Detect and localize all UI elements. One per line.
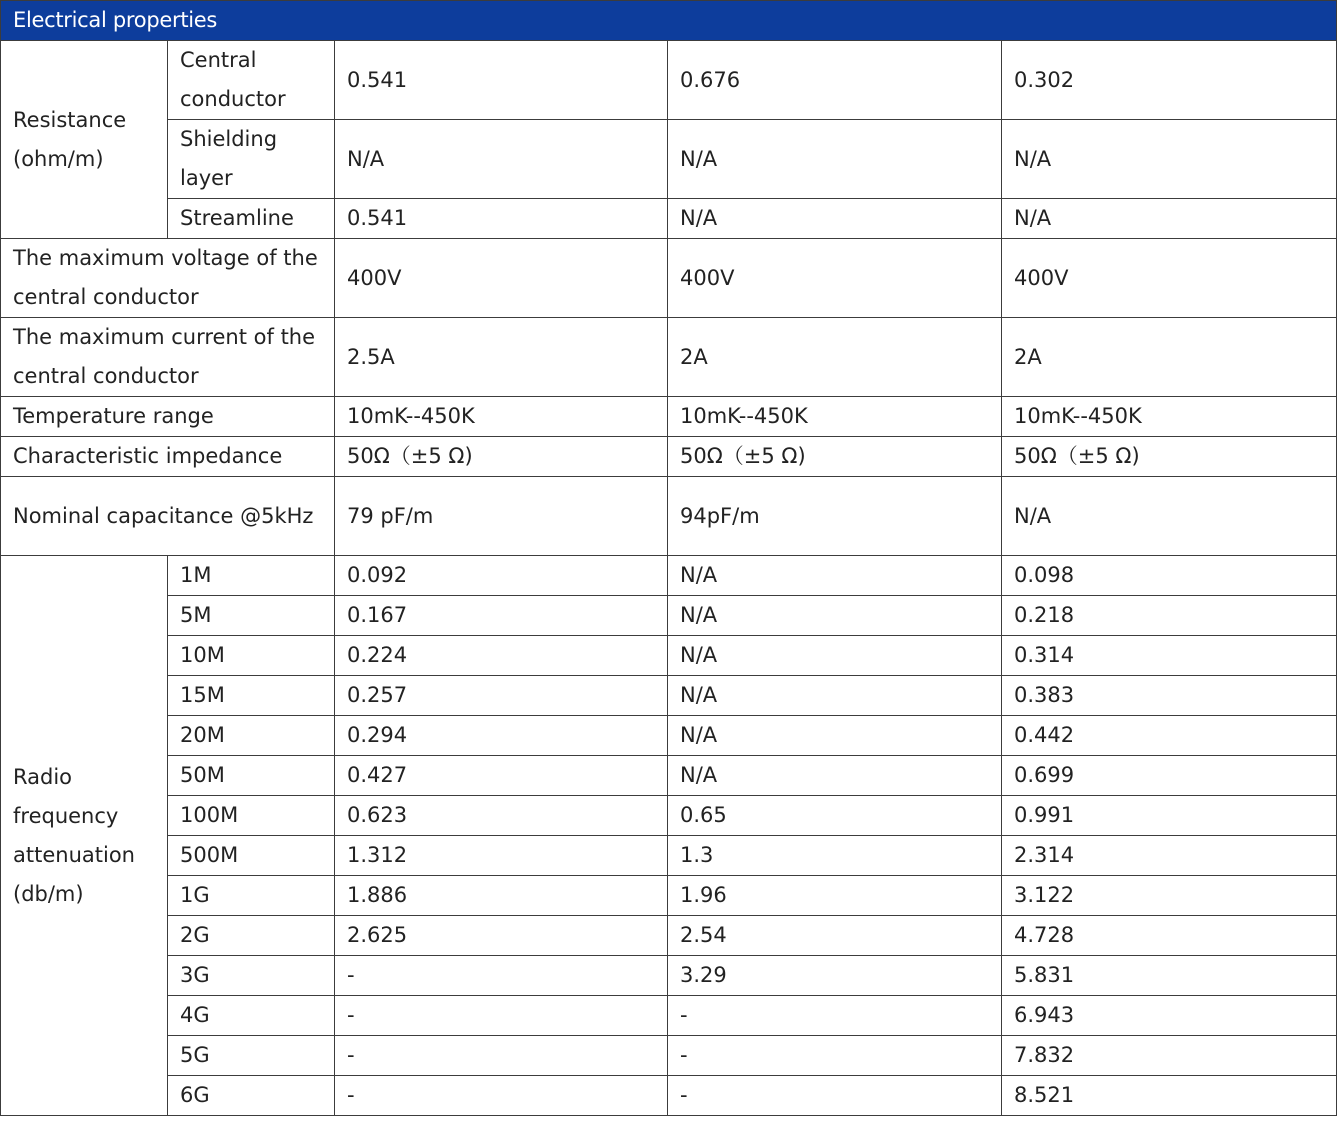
- frequency-label: 20M: [168, 716, 335, 756]
- value-cell: N/A: [668, 596, 1002, 636]
- value-cell: -: [335, 1076, 668, 1116]
- table-row: [1, 120, 1337, 199]
- value-cell: 0.092: [335, 556, 668, 596]
- table-row: [1, 199, 1337, 239]
- value-cell: -: [335, 956, 668, 996]
- table-row: [1, 836, 1337, 876]
- value-cell: 0.098: [1002, 556, 1337, 596]
- value-cell: 79 pF/m: [335, 477, 668, 556]
- table-row: [1, 636, 1337, 676]
- value-cell: 2A: [1002, 318, 1337, 397]
- value-cell: N/A: [668, 756, 1002, 796]
- capacitance-label: Nominal capacitance @5kHz: [1, 477, 335, 556]
- table-row: [1, 437, 1337, 477]
- value-cell: 1.96: [668, 876, 1002, 916]
- value-cell: 1.886: [335, 876, 668, 916]
- frequency-label: 500M: [168, 836, 335, 876]
- table-row: [1, 556, 1337, 596]
- value-cell: N/A: [668, 676, 1002, 716]
- value-cell: N/A: [668, 120, 1002, 199]
- resistance-sub-label: Central conductor: [168, 41, 335, 120]
- value-cell: 0.991: [1002, 796, 1337, 836]
- table-row: [1, 756, 1337, 796]
- table-row: [1, 716, 1337, 756]
- value-cell: N/A: [668, 556, 1002, 596]
- value-cell: 0.427: [335, 756, 668, 796]
- table-row: [1, 397, 1337, 437]
- frequency-label: 3G: [168, 956, 335, 996]
- value-cell: 0.314: [1002, 636, 1337, 676]
- frequency-label: 4G: [168, 996, 335, 1036]
- value-cell: 1.312: [335, 836, 668, 876]
- value-cell: 8.521: [1002, 1076, 1337, 1116]
- value-cell: 0.541: [335, 41, 668, 120]
- table-row: [1, 1076, 1337, 1116]
- value-cell: 5.831: [1002, 956, 1337, 996]
- table-row: [1, 676, 1337, 716]
- value-cell: N/A: [668, 716, 1002, 756]
- value-cell: 2.54: [668, 916, 1002, 956]
- table-row: [1, 596, 1337, 636]
- value-cell: 2.5A: [335, 318, 668, 397]
- value-cell: 0.218: [1002, 596, 1337, 636]
- value-cell: 0.676: [668, 41, 1002, 120]
- table-row: [1, 876, 1337, 916]
- resistance-label: Resistance (ohm/m): [1, 41, 168, 239]
- value-cell: 3.29: [668, 956, 1002, 996]
- value-cell: N/A: [1002, 199, 1337, 239]
- frequency-label: 1M: [168, 556, 335, 596]
- value-cell: 10mK--450K: [335, 397, 668, 437]
- table-row: [1, 916, 1337, 956]
- value-cell: 4.728: [1002, 916, 1337, 956]
- value-cell: 2A: [668, 318, 1002, 397]
- table-row: [1, 1036, 1337, 1076]
- value-cell: 0.302: [1002, 41, 1337, 120]
- table-row: [1, 796, 1337, 836]
- value-cell: N/A: [335, 120, 668, 199]
- value-cell: N/A: [1002, 477, 1337, 556]
- value-cell: 50Ω（±5 Ω): [335, 437, 668, 477]
- table-header-row: [1, 1, 1337, 41]
- value-cell: -: [335, 996, 668, 1036]
- value-cell: 0.294: [335, 716, 668, 756]
- value-cell: 0.442: [1002, 716, 1337, 756]
- impedance-label: Characteristic impedance: [1, 437, 335, 477]
- frequency-label: 5M: [168, 596, 335, 636]
- frequency-label: 2G: [168, 916, 335, 956]
- value-cell: 6.943: [1002, 996, 1337, 1036]
- value-cell: 400V: [335, 239, 668, 318]
- value-cell: 0.257: [335, 676, 668, 716]
- table-row: [1, 41, 1337, 120]
- frequency-label: 5G: [168, 1036, 335, 1076]
- value-cell: N/A: [668, 199, 1002, 239]
- value-cell: -: [335, 1036, 668, 1076]
- temperature-label: Temperature range: [1, 397, 335, 437]
- value-cell: 0.699: [1002, 756, 1337, 796]
- max-voltage-label: The maximum voltage of the central conductor: [1, 239, 335, 318]
- resistance-sub-label: Streamline: [168, 199, 335, 239]
- value-cell: 400V: [1002, 239, 1337, 318]
- value-cell: N/A: [1002, 120, 1337, 199]
- value-cell: 3.122: [1002, 876, 1337, 916]
- value-cell: 0.623: [335, 796, 668, 836]
- frequency-label: 6G: [168, 1076, 335, 1116]
- value-cell: 10mK--450K: [1002, 397, 1337, 437]
- value-cell: 0.383: [1002, 676, 1337, 716]
- value-cell: 2.625: [335, 916, 668, 956]
- frequency-label: 15M: [168, 676, 335, 716]
- value-cell: -: [668, 996, 1002, 1036]
- value-cell: 7.832: [1002, 1036, 1337, 1076]
- table-row: [1, 318, 1337, 397]
- value-cell: 400V: [668, 239, 1002, 318]
- frequency-label: 10M: [168, 636, 335, 676]
- table-row: [1, 477, 1337, 556]
- table-row: [1, 239, 1337, 318]
- value-cell: 0.224: [335, 636, 668, 676]
- value-cell: 50Ω（±5 Ω): [668, 437, 1002, 477]
- value-cell: 10mK--450K: [668, 397, 1002, 437]
- max-current-label: The maximum current of the central conductor: [1, 318, 335, 397]
- value-cell: -: [668, 1076, 1002, 1116]
- frequency-label: 1G: [168, 876, 335, 916]
- value-cell: 2.314: [1002, 836, 1337, 876]
- frequency-label: 100M: [168, 796, 335, 836]
- frequency-label: 50M: [168, 756, 335, 796]
- value-cell: N/A: [668, 636, 1002, 676]
- table-row: [1, 996, 1337, 1036]
- table-row: [1, 956, 1337, 996]
- rf-attenuation-label: Radio frequency attenuation (db/m): [1, 556, 168, 1116]
- value-cell: 1.3: [668, 836, 1002, 876]
- value-cell: 0.541: [335, 199, 668, 239]
- table-title: Electrical properties: [1, 1, 1337, 41]
- value-cell: 94pF/m: [668, 477, 1002, 556]
- value-cell: 0.65: [668, 796, 1002, 836]
- value-cell: 50Ω（±5 Ω): [1002, 437, 1337, 477]
- value-cell: -: [668, 1036, 1002, 1076]
- value-cell: 0.167: [335, 596, 668, 636]
- resistance-sub-label: Shielding layer: [168, 120, 335, 199]
